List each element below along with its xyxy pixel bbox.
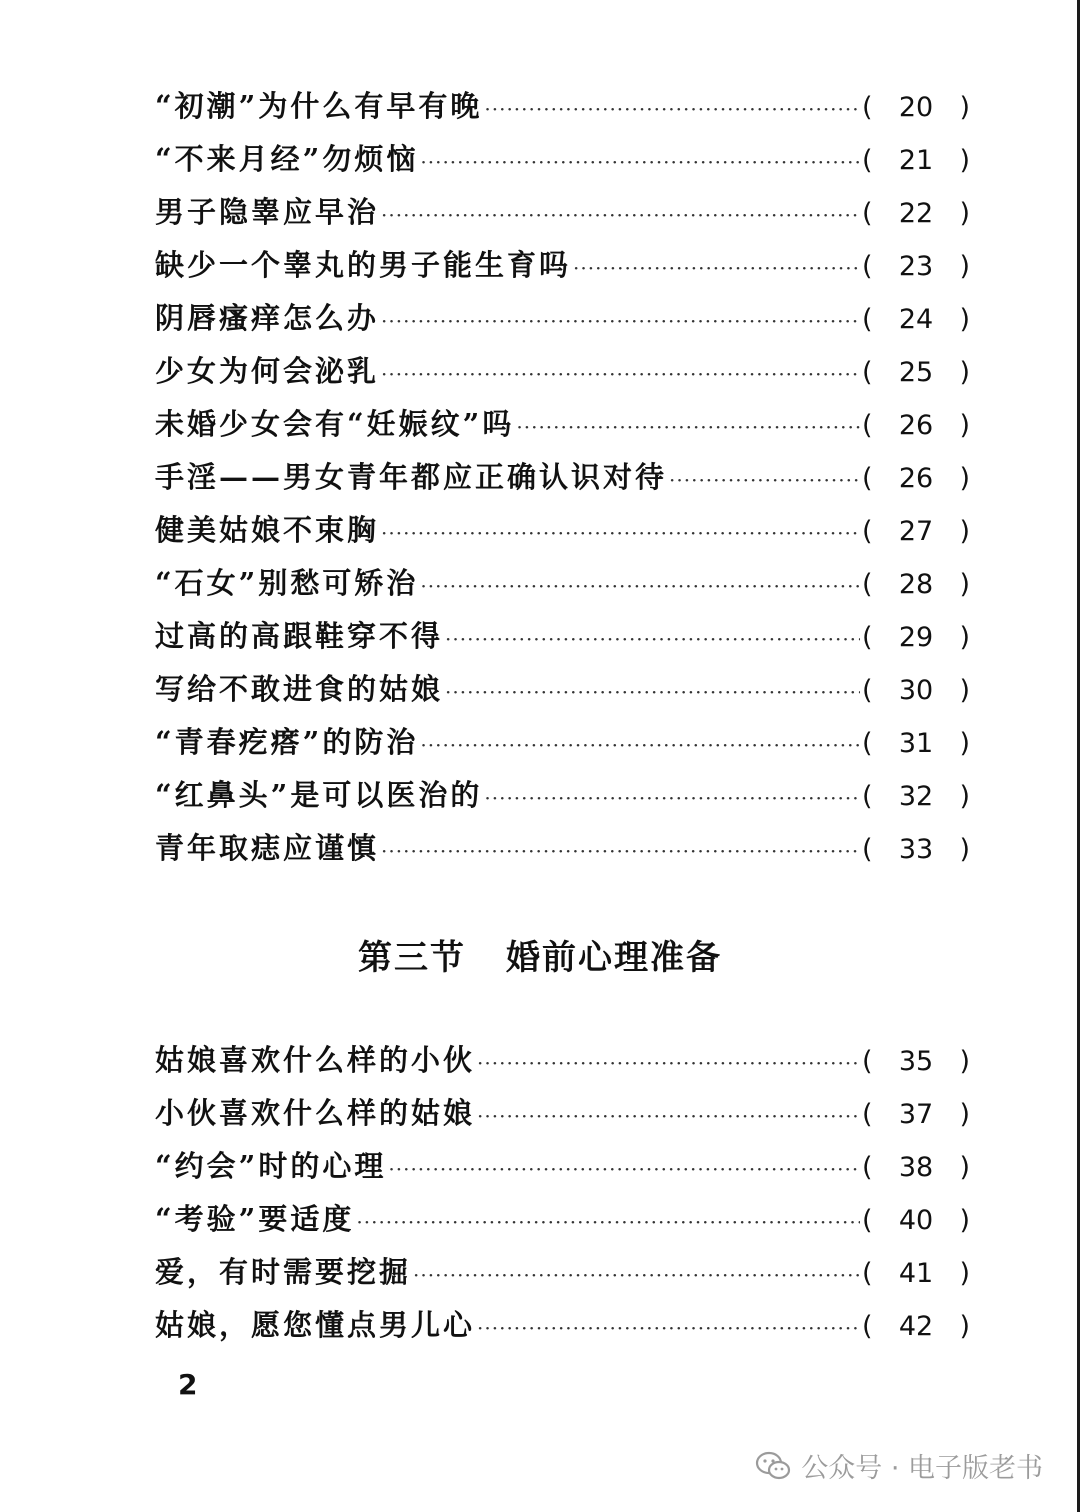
toc-list-lower (155, 1034, 970, 1352)
toc-page-number: 33 (898, 834, 934, 865)
toc-entry-page (862, 1247, 970, 1300)
toc-page-number: 21 (898, 145, 934, 176)
toc-entry-page (862, 1194, 970, 1247)
toc-page-number: 42 (898, 1311, 934, 1342)
toc-entry (155, 186, 970, 239)
toc-entry-title: 阴唇瘙痒怎么办 (155, 301, 380, 335)
open-paren: ( (862, 675, 873, 706)
toc-page-number: 24 (898, 304, 934, 335)
open-paren: ( (862, 198, 873, 229)
toc-entry (155, 822, 970, 875)
toc-entry-title: 姑娘喜欢什么样的小伙 (155, 1043, 476, 1077)
toc-entry-page (862, 823, 970, 876)
toc-leader-dots (413, 1249, 860, 1302)
toc-entry-title: 小伙喜欢什么样的姑娘 (155, 1096, 476, 1130)
toc-page-number: 20 (898, 92, 934, 123)
toc-leader-dots (381, 189, 860, 242)
toc-entry (155, 451, 970, 504)
toc-leader-dots (381, 348, 860, 401)
toc-leader-dots (445, 666, 860, 719)
toc-entry-page (862, 611, 970, 664)
close-paren: ) (959, 198, 970, 229)
toc-entry (155, 1193, 970, 1246)
close-paren: ) (959, 728, 970, 759)
open-paren: ( (862, 1046, 873, 1077)
toc-leader-dots (573, 242, 860, 295)
close-paren: ) (959, 1152, 970, 1183)
toc-entry (155, 1140, 970, 1193)
toc-entry-title: 未婚少女会有“妊娠纹”吗 (155, 407, 515, 441)
toc-page-number: 31 (898, 728, 934, 759)
toc-entry-page (862, 1300, 970, 1353)
toc-entry (155, 398, 970, 451)
close-paren: ) (959, 1205, 970, 1236)
toc-entry-title: 男子隐睾应早治 (155, 195, 380, 229)
toc-entry-title: 爱，有时需要挖掘 (155, 1255, 412, 1289)
toc-leader-dots (420, 136, 860, 189)
open-paren: ( (862, 410, 873, 441)
toc-entry (155, 1299, 970, 1352)
toc-entry-page (862, 134, 970, 187)
toc-entry-page (862, 558, 970, 611)
toc-entry-title: “约会”时的心理 (155, 1149, 387, 1183)
toc-entry-page (862, 240, 970, 293)
toc-entry (155, 292, 970, 345)
close-paren: ) (959, 304, 970, 335)
toc-entry-page (862, 1035, 970, 1088)
toc-entry (155, 769, 970, 822)
toc-leader-dots (484, 772, 860, 825)
wechat-icon (755, 1451, 791, 1481)
toc-entry-title: 姑娘，愿您懂点男儿心 (155, 1308, 476, 1342)
toc-leader-dots (420, 719, 860, 772)
toc-entry-title: “青春疙瘩”的防治 (155, 725, 419, 759)
toc-leader-dots (445, 613, 860, 666)
toc-leader-dots (381, 507, 860, 560)
close-paren: ) (959, 251, 970, 282)
toc-entry-page (862, 293, 970, 346)
toc-page-number: 38 (898, 1152, 934, 1183)
open-paren: ( (862, 357, 873, 388)
toc-leader-dots (516, 401, 860, 454)
open-paren: ( (862, 92, 873, 123)
toc-page-number: 30 (898, 675, 934, 706)
close-paren: ) (959, 675, 970, 706)
open-paren: ( (862, 463, 873, 494)
toc-leader-dots (356, 1196, 860, 1249)
toc-leader-dots (477, 1037, 860, 1090)
open-paren: ( (862, 622, 873, 653)
toc-page-number: 40 (898, 1205, 934, 1236)
toc-entry (155, 716, 970, 769)
toc-page-number: 26 (898, 410, 934, 441)
open-paren: ( (862, 1205, 873, 1236)
toc-entry-title: “不来月经”勿烦恼 (155, 142, 419, 176)
open-paren: ( (862, 834, 873, 865)
toc-entry (155, 345, 970, 398)
toc-entry (155, 133, 970, 186)
watermark (755, 1446, 1043, 1485)
toc-entry-title: 少女为何会泌乳 (155, 354, 380, 388)
toc-list-upper (155, 80, 970, 875)
close-paren: ) (959, 145, 970, 176)
section-heading (0, 930, 1080, 979)
open-paren: ( (862, 728, 873, 759)
toc-entry-page (862, 770, 970, 823)
toc-leader-dots (381, 295, 860, 348)
close-paren: ) (959, 410, 970, 441)
open-paren: ( (862, 1311, 873, 1342)
toc-leader-dots (388, 1143, 860, 1196)
toc-entry (155, 1246, 970, 1299)
toc-page-number: 35 (898, 1046, 934, 1077)
toc-leader-dots (484, 83, 860, 136)
toc-page-number: 26 (898, 463, 934, 494)
toc-entry-page (862, 452, 970, 505)
toc-page-number: 22 (898, 198, 934, 229)
toc-entry-title: 手淫——男女青年都应正确认识对待 (155, 460, 668, 494)
open-paren: ( (862, 781, 873, 812)
toc-page-number: 29 (898, 622, 934, 653)
open-paren: ( (862, 1258, 873, 1289)
toc-page-number: 28 (898, 569, 934, 600)
toc-leader-dots (477, 1090, 860, 1143)
toc-entry-title: “石女”别愁可矫治 (155, 566, 419, 600)
toc-leader-dots (669, 454, 860, 507)
open-paren: ( (862, 516, 873, 547)
toc-entry-title: “考验”要适度 (155, 1202, 355, 1236)
open-paren: ( (862, 251, 873, 282)
toc-entry-page (862, 399, 970, 452)
toc-entry (155, 1087, 970, 1140)
close-paren: ) (959, 1046, 970, 1077)
toc-leader-dots (477, 1302, 860, 1355)
toc-leader-dots (381, 825, 860, 878)
toc-entry (155, 80, 970, 133)
close-paren: ) (959, 1099, 970, 1130)
toc-entry (155, 239, 970, 292)
toc-entry (155, 557, 970, 610)
close-paren: ) (959, 1311, 970, 1342)
toc-entry-page (862, 1141, 970, 1194)
toc-entry (155, 663, 970, 716)
toc-leader-dots (420, 560, 860, 613)
toc-entry (155, 1034, 970, 1087)
toc-entry-title: 青年取痣应谨慎 (155, 831, 380, 865)
section-title: 婚前心理准备 (506, 938, 722, 978)
toc-entry-title: 缺少一个睾丸的男子能生育吗 (155, 248, 572, 282)
toc-page-number: 23 (898, 251, 934, 282)
toc-entry-page (862, 1088, 970, 1141)
toc-entry-title: 写给不敢进食的姑娘 (155, 672, 444, 706)
open-paren: ( (862, 304, 873, 335)
toc-entry-page (862, 81, 970, 134)
toc-entry-title: 健美姑娘不束胸 (155, 513, 380, 547)
toc-page-number: 32 (898, 781, 934, 812)
toc-entry (155, 610, 970, 663)
open-paren: ( (862, 1099, 873, 1130)
close-paren: ) (959, 357, 970, 388)
toc-entry-page (862, 187, 970, 240)
toc-entry-title: “红鼻头”是可以医治的 (155, 778, 483, 812)
close-paren: ) (959, 1258, 970, 1289)
open-paren: ( (862, 569, 873, 600)
watermark-text: 公众号 · 电子版老书 (801, 1453, 1043, 1484)
close-paren: ) (959, 463, 970, 494)
toc-entry-title: 过高的高跟鞋穿不得 (155, 619, 444, 653)
close-paren: ) (959, 569, 970, 600)
toc-page-number: 27 (898, 516, 934, 547)
close-paren: ) (959, 781, 970, 812)
toc-entry-page (862, 717, 970, 770)
toc-page-number: 41 (898, 1258, 934, 1289)
open-paren: ( (862, 1152, 873, 1183)
page-number: 2 (178, 1368, 198, 1401)
toc-entry-page (862, 346, 970, 399)
toc-entry-page (862, 664, 970, 717)
toc-page-number: 25 (898, 357, 934, 388)
open-paren: ( (862, 145, 873, 176)
close-paren: ) (959, 92, 970, 123)
toc-entry (155, 504, 970, 557)
close-paren: ) (959, 622, 970, 653)
toc-page-number: 37 (898, 1099, 934, 1130)
toc-entry-title: “初潮”为什么有早有晚 (155, 89, 483, 123)
close-paren: ) (959, 516, 970, 547)
close-paren: ) (959, 834, 970, 865)
section-number: 第三节 (358, 938, 466, 978)
toc-entry-page (862, 505, 970, 558)
